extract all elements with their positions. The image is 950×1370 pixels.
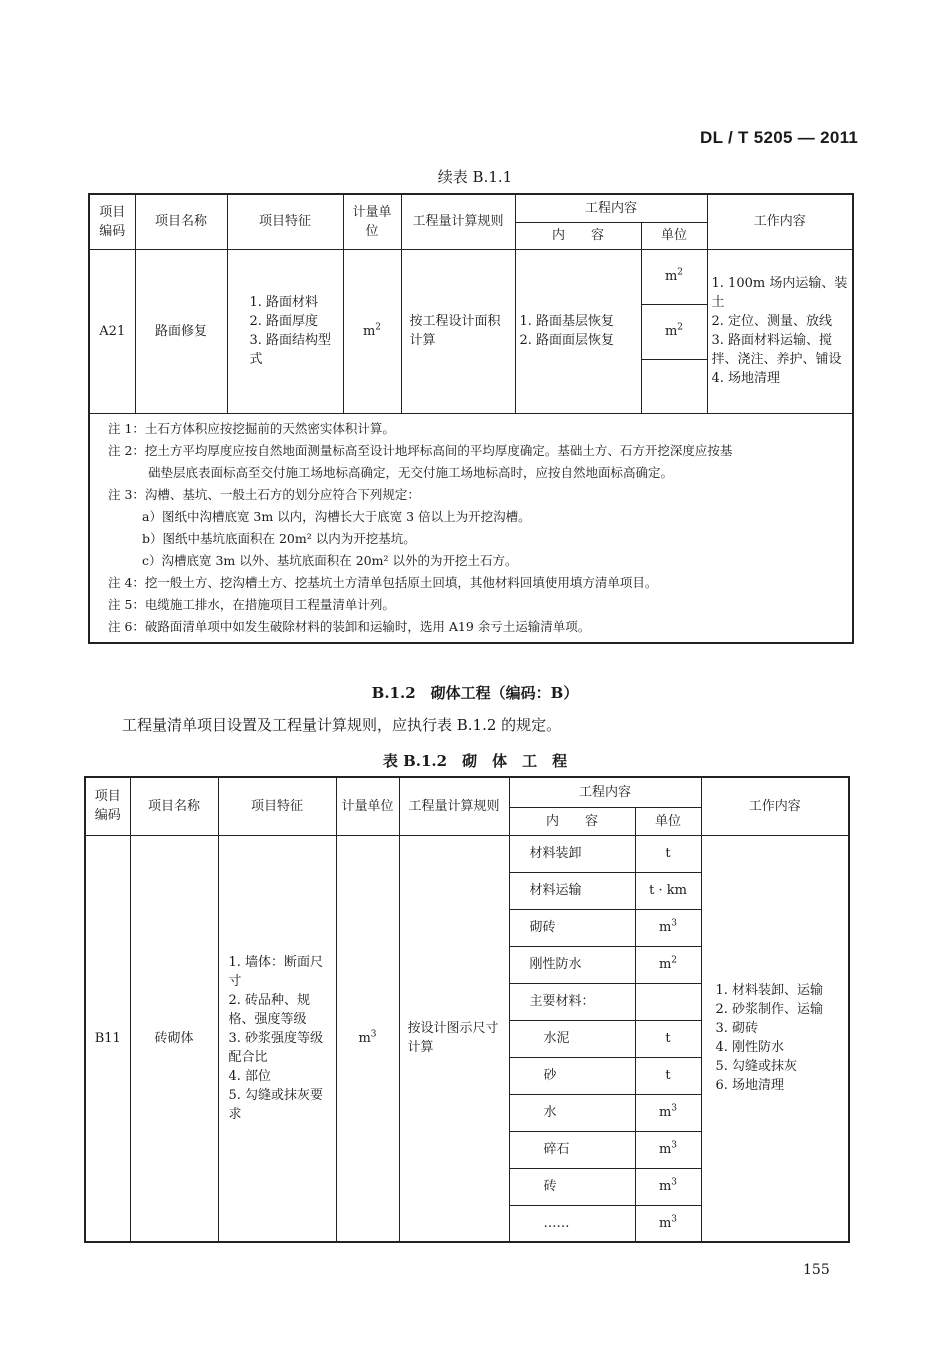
- item-unit: $m^3$: [635, 1131, 701, 1168]
- header-name: 项目名称: [130, 777, 218, 835]
- header-name: 项目名称: [135, 194, 227, 249]
- feature-line: 2. 路面厚度: [249, 314, 319, 329]
- item-unit: t: [635, 1020, 701, 1057]
- work-line: 5. 勾缝或抹灰: [715, 1059, 798, 1075]
- item-content: 碎石: [509, 1131, 635, 1168]
- item-unit: t: [635, 835, 701, 872]
- feature-line: 1. 墙体：断面尺寸: [228, 954, 324, 989]
- header-work: 工作内容: [701, 777, 849, 835]
- item-content: 刚性防水: [509, 946, 635, 983]
- item-content: 主要材料：: [509, 983, 635, 1020]
- row-features: [227, 249, 343, 413]
- header-work: 工作内容: [707, 194, 853, 249]
- row-rule: 按设计图示尺寸计算: [399, 835, 509, 1242]
- header-content: 内 容: [509, 807, 635, 835]
- content-unit-3: [641, 359, 707, 413]
- table1-notes: [89, 413, 853, 643]
- note-line: c）沟槽底宽 3m 以外、基坑底面积在 20m² 以外的为开挖土石方。: [142, 552, 518, 568]
- table2-caption: 表 B.1.2 砌 体 工 程: [382, 752, 568, 770]
- work-line: 2. 定位、测量、放线: [711, 314, 833, 329]
- content-line: 1. 路面基层恢复: [519, 314, 615, 329]
- row-unit: $m^3$: [336, 835, 399, 1242]
- work-line: 6. 场地清理: [715, 1078, 785, 1094]
- header-content-group: 工程内容: [509, 777, 701, 807]
- item-unit: $m^3$: [635, 1205, 701, 1242]
- header-features: 项目特征: [227, 194, 343, 249]
- header-code: 项目编码: [89, 194, 135, 249]
- row-rule: 按工程设计面积计算: [401, 249, 515, 413]
- note-line: b）图纸中基坑底面积在 20m² 以内为开挖基坑。: [142, 530, 416, 546]
- header-unit: 计量单位: [336, 777, 399, 835]
- note-line: 础垫层底表面标高至交付施工场地标高确定，无交付施工场地标高时，应按自然地面标高确定。: [148, 464, 674, 480]
- item-unit: t: [635, 1057, 701, 1094]
- row-work: [701, 835, 849, 1242]
- note-line: 注 5：电缆施工排水，在措施项目工程量清单计列。: [108, 596, 395, 612]
- table-b12-masonry: [84, 776, 850, 1243]
- item-unit: $m^2$: [635, 946, 701, 983]
- feature-line: 3. 路面结构型式: [249, 333, 332, 367]
- header-unit: 计量单位: [343, 194, 401, 249]
- header-content-unit: 单位: [635, 807, 701, 835]
- item-content: 砌砖: [509, 909, 635, 946]
- feature-line: 3. 砂浆强度等级配合比: [228, 1030, 324, 1065]
- note-line: 注 3：沟槽、基坑、一般土石方的划分应符合下列规定：: [108, 486, 420, 502]
- note-line: 注 2：挖土方平均厚度应按自然地面测量标高至设计地坪标高间的平均厚度确定。基础土方、石方开挖深度应按基: [108, 442, 733, 458]
- work-line: 3. 砌砖: [715, 1021, 759, 1037]
- item-content: 材料装卸: [509, 835, 635, 872]
- item-unit: t · km: [635, 872, 701, 909]
- row-code: A21: [89, 249, 135, 413]
- document-code: DL / T 5205 — 2011: [700, 128, 859, 147]
- item-content: 水: [509, 1094, 635, 1131]
- item-unit: $m^3$: [635, 1168, 701, 1205]
- row-code: B11: [85, 835, 130, 1242]
- header-features: 项目特征: [218, 777, 336, 835]
- feature-line: 4. 部位: [228, 1068, 272, 1084]
- content-line: 2. 路面面层恢复: [519, 333, 615, 348]
- work-line: 1. 材料装卸、运输: [715, 983, 824, 999]
- header-rule: 工程量计算规则: [401, 194, 515, 249]
- header-content: 内 容: [515, 222, 641, 249]
- work-line: 2. 砂浆制作、运输: [715, 1002, 824, 1018]
- header-rule: 工程量计算规则: [399, 777, 509, 835]
- work-line: 3. 路面材料运输、搅拌、浇注、养护、铺设: [711, 333, 842, 367]
- row-features: [218, 835, 336, 1242]
- note-line: a）图纸中沟槽底宽 3m 以内，沟槽长大于底宽 3 倍以上为开挖沟槽。: [142, 508, 531, 524]
- item-unit: $m^3$: [635, 909, 701, 946]
- feature-line: 5. 勾缝或抹灰要求: [228, 1087, 324, 1122]
- row-name: 路面修复: [135, 249, 227, 413]
- section-intro: 工程量清单项目设置及工程量计算规则，应执行表 B.1.2 的规定。: [122, 716, 562, 734]
- header-content-group: 工程内容: [515, 194, 707, 222]
- item-unit: [635, 983, 701, 1020]
- page-number: 155: [803, 1262, 830, 1278]
- row-work: [707, 249, 853, 413]
- header-code: 项目编码: [85, 777, 130, 835]
- note-line: 注 6：破路面清单项中如发生破除材料的装卸和运输时，选用 A19 余亏土运输清单项。: [108, 618, 591, 634]
- section-title: B.1.2 砌体工程（编码：B）: [371, 684, 579, 702]
- row-name: 砖砌体: [130, 835, 218, 1242]
- work-line: 4. 刚性防水: [715, 1040, 785, 1056]
- table-b11-continued: [88, 193, 854, 644]
- work-line: 1. 100m 场内运输、装土: [711, 276, 848, 310]
- feature-line: 2. 砖品种、规格、强度等级: [228, 992, 311, 1027]
- note-line: 注 4：挖一般土方、挖沟槽土方、挖基坑土方清单包括原土回填，其他材料回填使用填方清单项目。: [108, 574, 658, 590]
- content-unit-2: $m^2$: [641, 304, 707, 359]
- note-line: 注 1：土石方体积应按挖掘前的天然密实体积计算。: [108, 420, 395, 436]
- header-content-unit: 单位: [641, 222, 707, 249]
- work-line: 4. 场地清理: [711, 371, 781, 386]
- item-content: 砂: [509, 1057, 635, 1094]
- item-content: 材料运输: [509, 872, 635, 909]
- content-unit-1: $m^2$: [641, 249, 707, 304]
- item-content: ……: [509, 1205, 635, 1242]
- row-contents: [515, 249, 641, 413]
- feature-line: 1. 路面材料: [249, 295, 319, 310]
- item-unit: $m^3$: [635, 1094, 701, 1131]
- table1-caption: 续表 B.1.1: [437, 168, 513, 186]
- item-content: 水泥: [509, 1020, 635, 1057]
- row-unit: $m^2$: [343, 249, 401, 413]
- item-content: 砖: [509, 1168, 635, 1205]
